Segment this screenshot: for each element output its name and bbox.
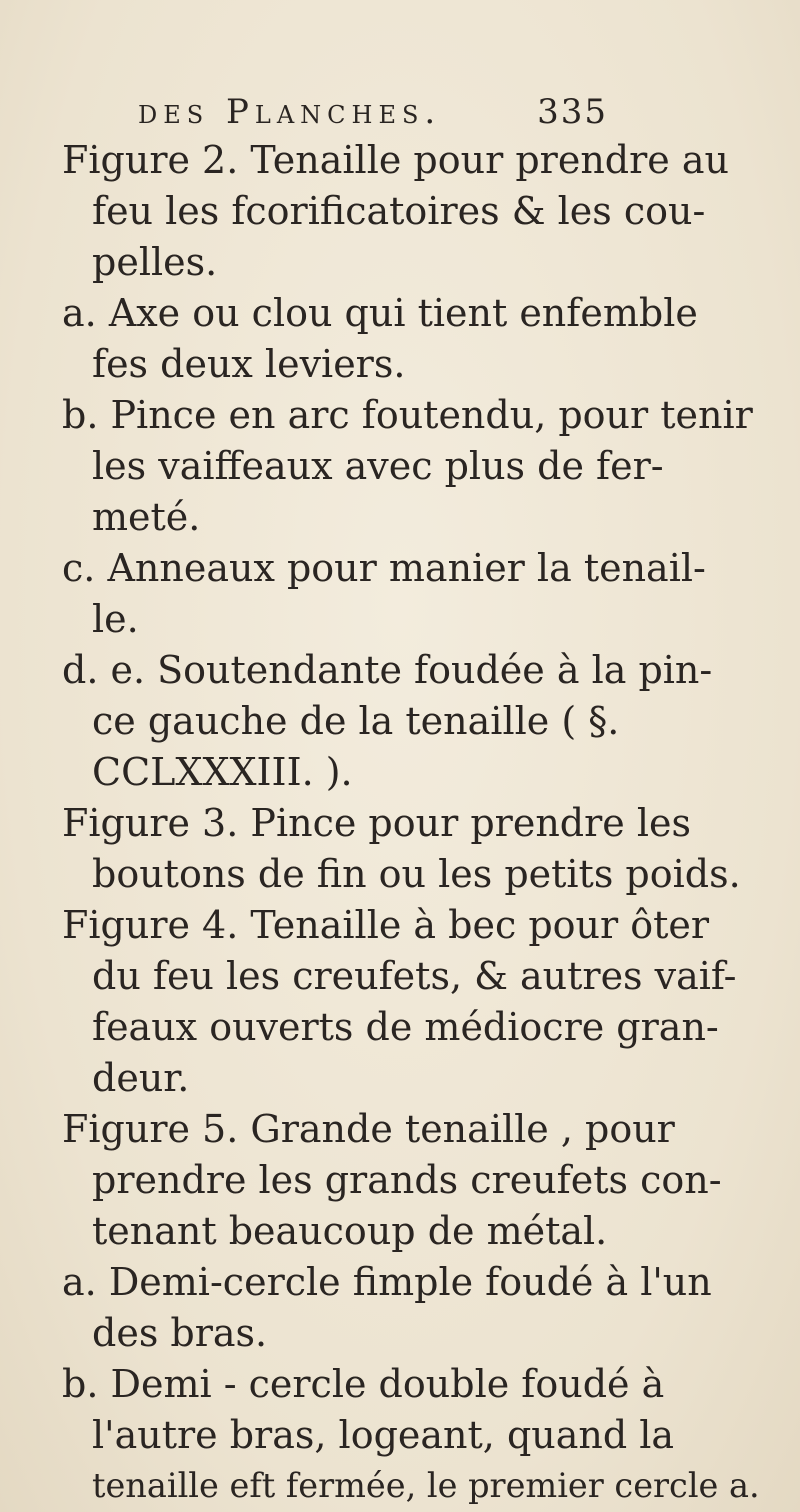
text-line: les vaiffeaux avec plus de fer- — [92, 444, 664, 488]
text-line: c. Anneaux pour manier la tenail- — [62, 546, 706, 590]
text-line: fes deux leviers. — [92, 342, 406, 386]
text-line: boutons de fin ou les petits poids. — [92, 852, 741, 896]
text-line: des bras. — [92, 1311, 268, 1355]
text-line: tenaille eft fermée, le premier cercle a. — [92, 1466, 760, 1505]
text-line: feaux ouverts de médiocre gran- — [92, 1005, 719, 1049]
text-line: b. Pince en arc foutendu, pour tenir — [62, 393, 753, 437]
text-line: deur. — [92, 1056, 190, 1100]
text-line: Figure 2. Tenaille pour prendre au — [62, 138, 729, 182]
text-line: le. — [92, 597, 139, 641]
text-line: a. Demi-cercle fimple foudé à l'un — [62, 1260, 712, 1304]
text-line: feu les fcorificatoires & les cou- — [92, 189, 706, 233]
text-line: ce gauche de la tenaille ( §. — [92, 699, 620, 743]
page-number: 335 — [537, 92, 608, 132]
text-line: b. Demi - cercle double foudé à — [62, 1362, 665, 1406]
text-line: prendre les grands creufets con- — [92, 1158, 722, 1202]
text-line: pelles. — [92, 240, 218, 284]
text-line: du feu les creufets, & autres vaif- — [92, 954, 737, 998]
running-title: des Planches. — [138, 92, 442, 132]
text-line: Figure 4. Tenaille à bec pour ôter — [62, 903, 710, 947]
text-line: l'autre bras, logeant, quand la — [92, 1413, 675, 1457]
text-line: Figure 5. Grande tenaille , pour — [62, 1107, 675, 1151]
text-line: a. Axe ou clou qui tient enfemble — [62, 291, 698, 335]
text-line: CCLXXXIII. ). — [92, 750, 353, 794]
text-line: d. e. Soutendante foudée à la pin- — [62, 648, 713, 692]
text-line: tenant beaucoup de métal. — [92, 1209, 608, 1253]
text-line: meté. — [92, 495, 201, 539]
text-line: Figure 3. Pince pour prendre les — [62, 801, 692, 845]
